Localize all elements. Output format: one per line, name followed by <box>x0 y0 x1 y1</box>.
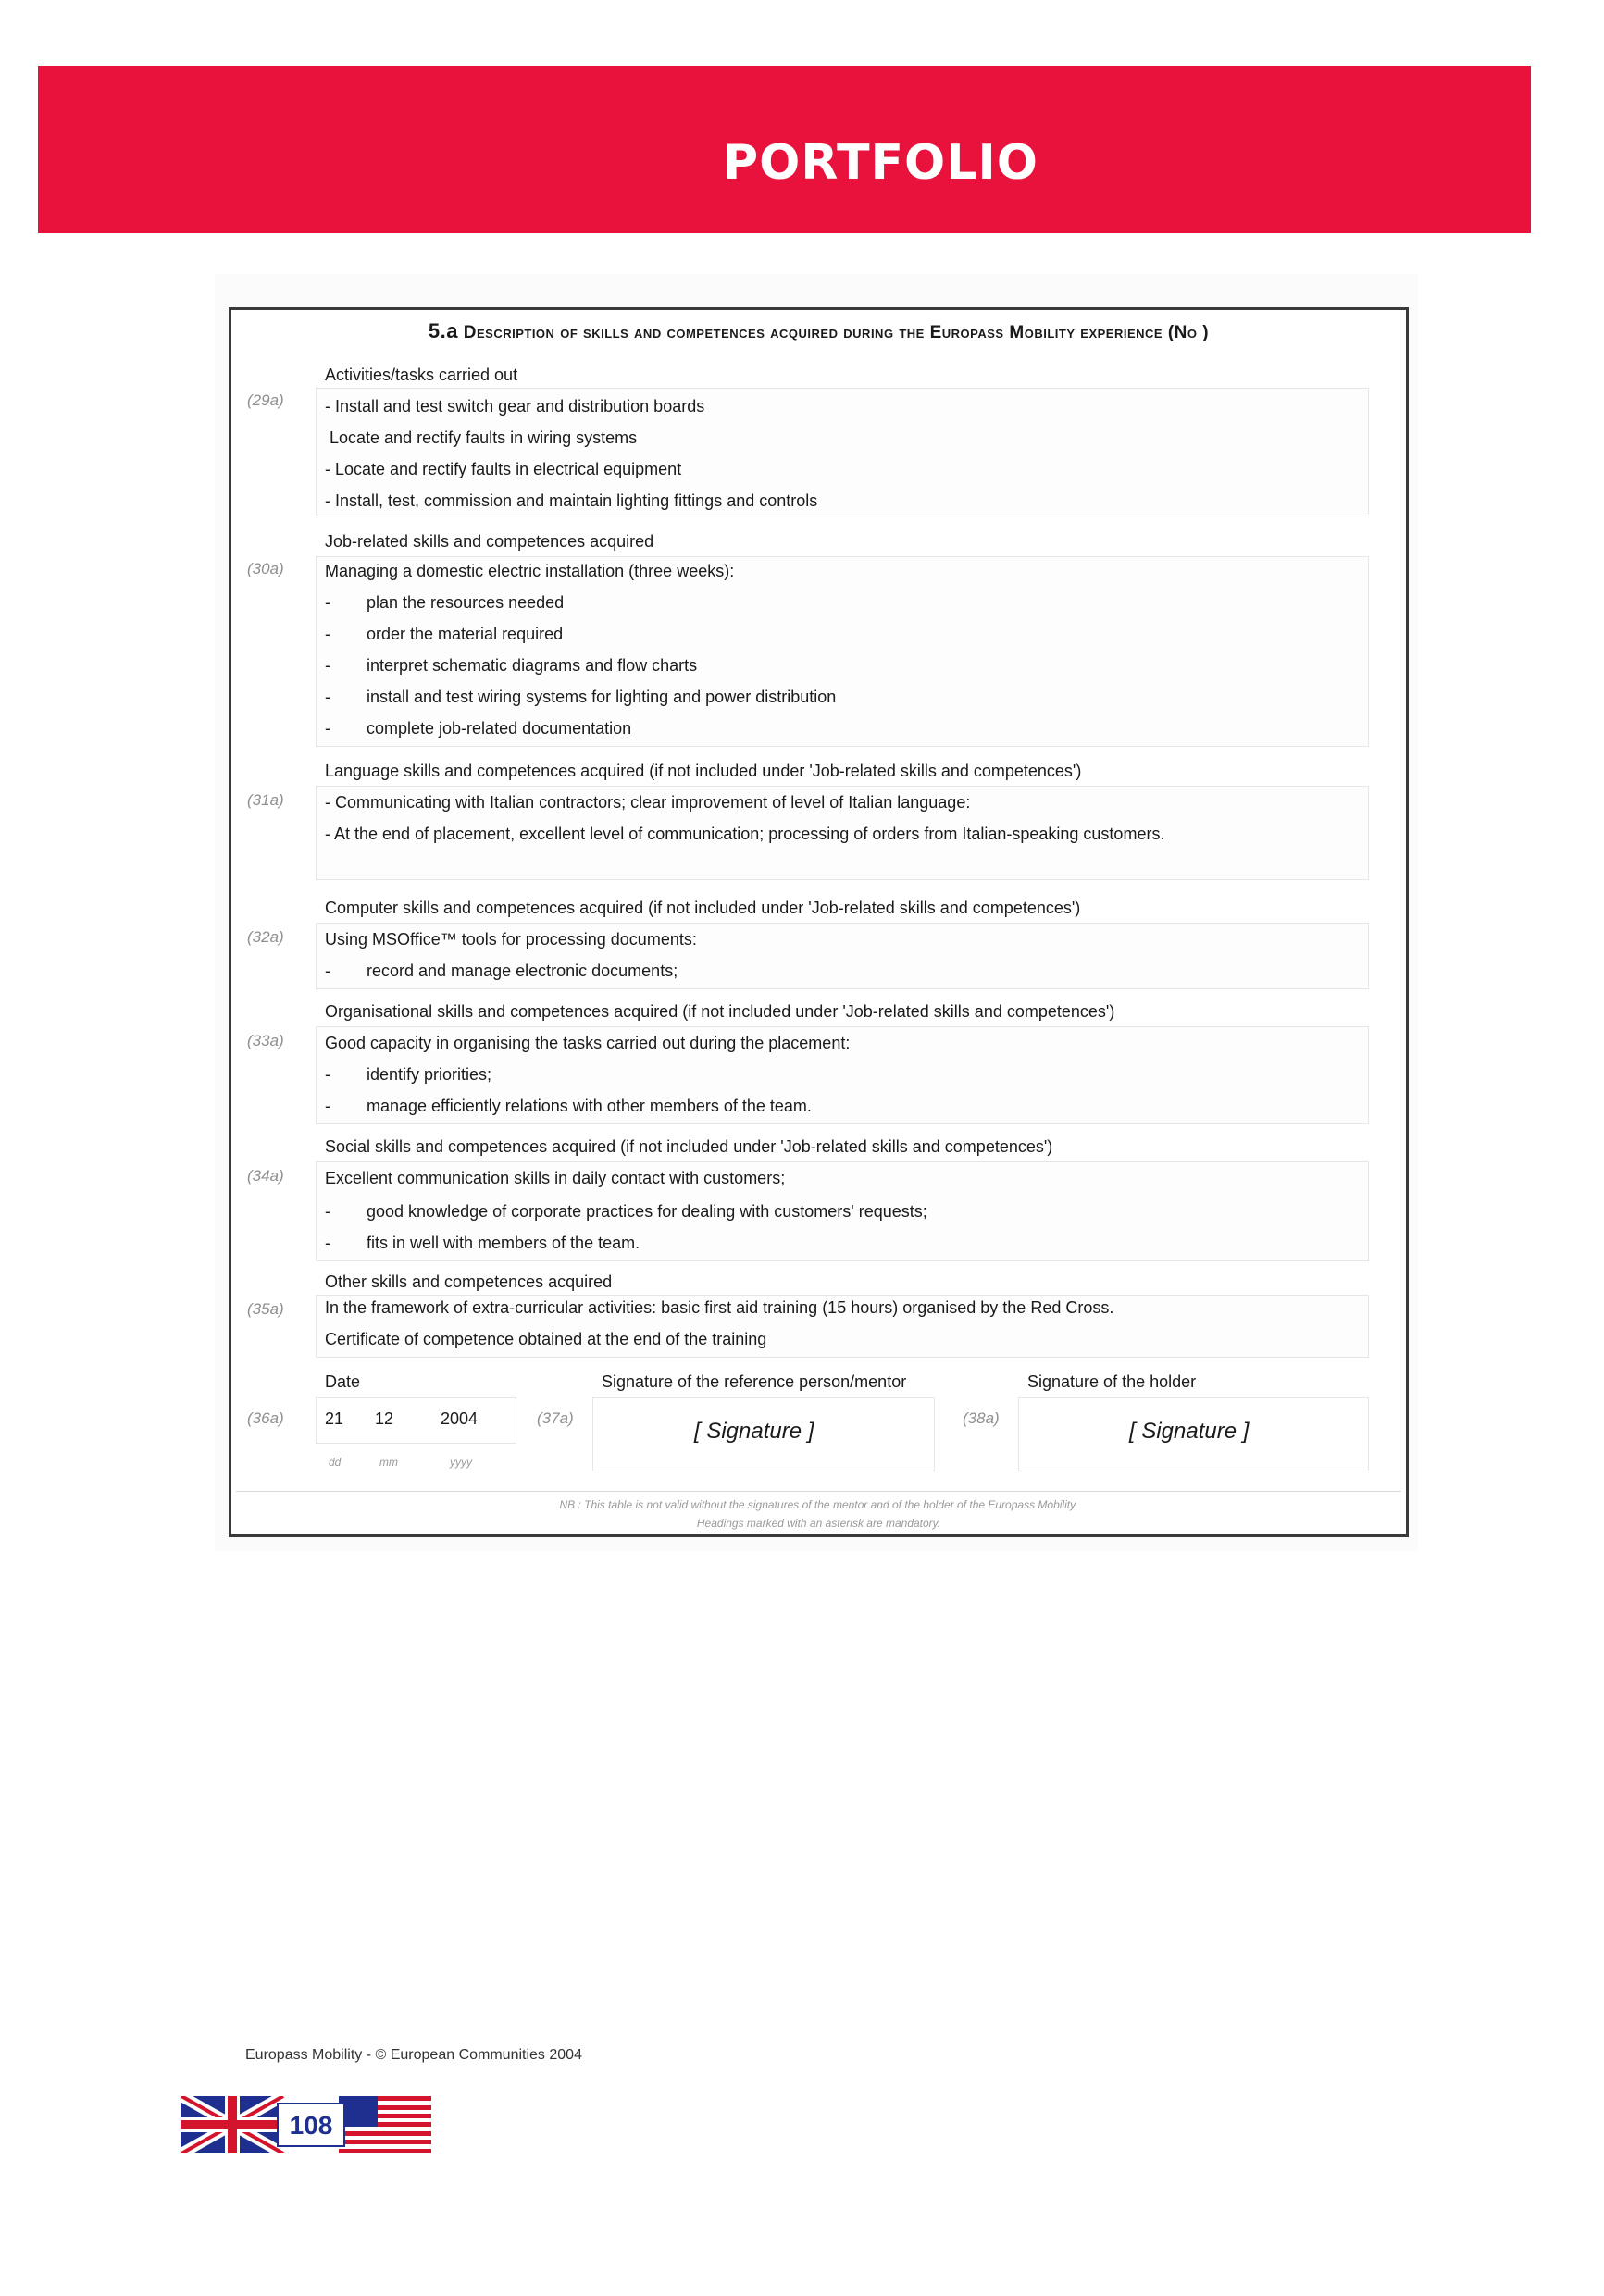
section-code-32a: (32a) <box>247 928 284 946</box>
bullet-dash: - <box>325 1065 330 1084</box>
nb-note-mandatory: Headings marked with an asterisk are mandatory. <box>696 1517 941 1530</box>
footer-copyright: Europass Mobility - © European Communities 2004 <box>245 2047 582 2063</box>
us-flag-icon <box>339 2096 431 2153</box>
date-month: 12 <box>375 1409 394 1428</box>
section-label-activities: Activities/tasks carried out <box>325 366 518 384</box>
section-code-30a: (30a) <box>247 560 284 577</box>
form-header-title: Description of skills and competences acquired during the Europass Mobility experience (No ) <box>463 323 1210 342</box>
language-line: - At the end of placement, excellent level of communication; processing of orders from Italian-speaking customers. <box>325 825 1165 843</box>
uk-us-flags-page-badge <box>181 2096 431 2153</box>
holder-signature-label: Signature of the holder <box>1027 1372 1197 1391</box>
computer-intro: Using MSOffice™ tools for processing documents: <box>325 930 697 949</box>
banner-title: PORTFOLIO <box>723 135 1038 191</box>
social-item: fits in well with members of the team. <box>367 1234 640 1252</box>
skills-form <box>229 307 1409 1537</box>
activities-line: - Locate and rectify faults in electrical equipment <box>325 460 682 478</box>
section-code-35a: (35a) <box>247 1300 284 1318</box>
social-intro: Excellent communication skills in daily contact with customers; <box>325 1169 786 1187</box>
bullet-dash: - <box>325 719 330 738</box>
organisational-item: identify priorities; <box>367 1065 492 1084</box>
section-label-other: Other skills and competences acquired <box>325 1272 613 1291</box>
organisational-item: manage efficiently relations with other members of the team. <box>367 1097 812 1115</box>
social-item: good knowledge of corporate practices for dealing with customers' requests; <box>367 1202 927 1221</box>
activities-line: Locate and rectify faults in wiring systems <box>325 428 638 447</box>
job-skills-item: install and test wiring systems for lighting and power distribution <box>367 688 837 706</box>
job-skills-item: complete job-related documentation <box>367 719 632 738</box>
page-number: 108 <box>289 2111 333 2140</box>
section-code-38a: (38a) <box>963 1409 1000 1427</box>
organisational-intro: Good capacity in organising the tasks carried out during the placement: <box>325 1034 851 1052</box>
date-year: 2004 <box>441 1409 479 1428</box>
bullet-dash: - <box>325 625 330 643</box>
activities-line: - Install, test, commission and maintain lighting fittings and controls <box>325 491 818 510</box>
date-label: Date <box>325 1372 361 1391</box>
bullet-dash: - <box>325 656 330 675</box>
uk-flag-icon <box>181 2096 283 2153</box>
section-code-33a: (33a) <box>247 1032 284 1049</box>
date-day: 21 <box>325 1409 344 1428</box>
section-code-37a: (37a) <box>537 1409 574 1427</box>
job-skills-intro: Managing a domestic electric installation (three weeks): <box>325 562 735 580</box>
section-label-computer: Computer skills and competences acquired (if not included under 'Job-related skills and competences') <box>325 899 1081 917</box>
other-line: In the framework of extra-curricular activities: basic first aid training (15 hours) organised by the Red Cross. <box>325 1298 1114 1317</box>
bullet-dash: - <box>325 1097 330 1115</box>
section-code-34a: (34a) <box>247 1167 284 1185</box>
nb-note: NB : This table is not valid without the signatures of the mentor and of the holder of the Europass Mobility. <box>559 1498 1078 1511</box>
mentor-signature: [ Signature ] <box>694 1419 814 1444</box>
mentor-signature-label: Signature of the reference person/mentor <box>602 1372 907 1391</box>
nb-divider <box>236 1491 1401 1492</box>
section-code-36a: (36a) <box>247 1409 284 1427</box>
bullet-dash: - <box>325 1234 330 1252</box>
section-label-organisational: Organisational skills and competences acquired (if not included under 'Job-related skills and competences') <box>325 1002 1115 1021</box>
activities-line: - Install and test switch gear and distribution boards <box>325 397 705 416</box>
job-skills-item: order the material required <box>367 625 564 643</box>
section-code-29a: (29a) <box>247 391 284 409</box>
section-label-job-skills: Job-related skills and competences acquired <box>325 532 654 551</box>
form-header <box>231 319 1406 343</box>
section-label-language: Language skills and competences acquired (if not included under 'Job-related skills and competences') <box>325 762 1082 780</box>
job-skills-item: plan the resources needed <box>367 593 565 612</box>
date-field[interactable] <box>316 1397 516 1444</box>
holder-signature: [ Signature ] <box>1129 1419 1250 1444</box>
date-hint-year: yyyy <box>450 1456 472 1469</box>
section-label-social: Social skills and competences acquired (if not included under 'Job-related skills and competences') <box>325 1137 1053 1156</box>
job-skills-item: interpret schematic diagrams and flow charts <box>367 656 698 675</box>
section-code-31a: (31a) <box>247 791 284 809</box>
bullet-dash: - <box>325 1202 330 1221</box>
date-hint-day: dd <box>329 1456 342 1469</box>
bullet-dash: - <box>325 593 330 612</box>
form-header-number: 5.a <box>428 319 458 342</box>
date-hint-month: mm <box>379 1456 398 1469</box>
other-line: Certificate of competence obtained at the end of the training <box>325 1330 767 1348</box>
bullet-dash: - <box>325 962 330 980</box>
language-line: - Communicating with Italian contractors; clear improvement of level of Italian language: <box>325 793 971 812</box>
computer-item: record and manage electronic documents; <box>367 962 678 980</box>
bullet-dash: - <box>325 688 330 706</box>
